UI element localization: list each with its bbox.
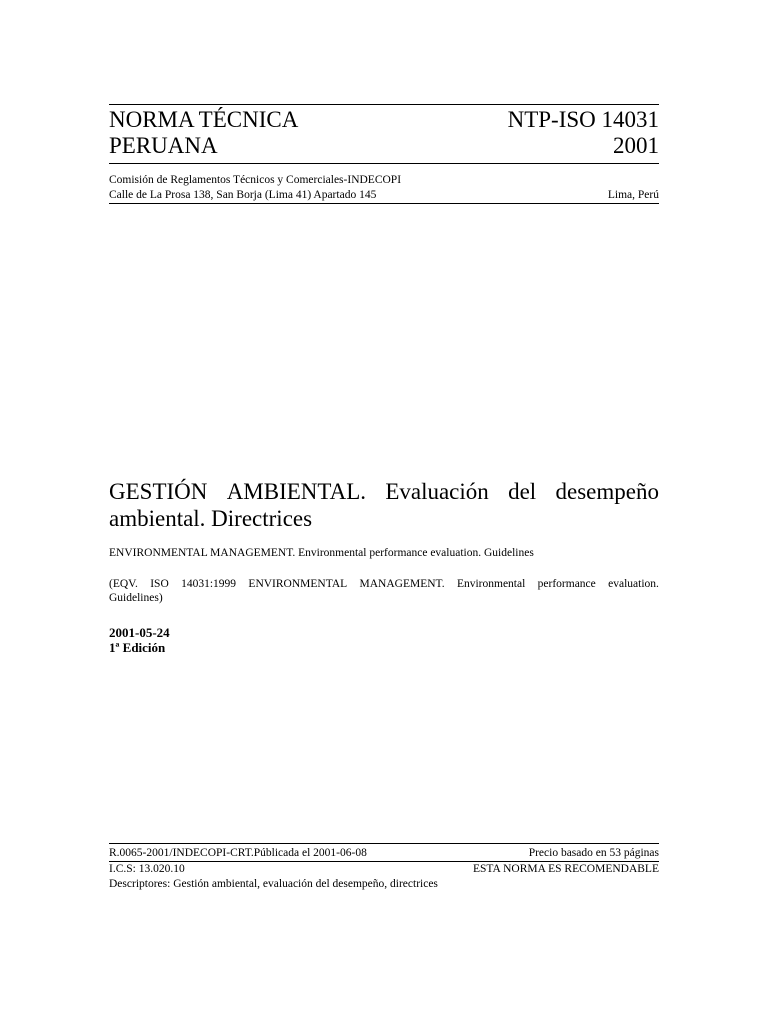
- footer-top-rule: [109, 843, 659, 844]
- equivalence-line-1: [109, 577, 659, 591]
- eqv-word: Environmental: [456, 578, 526, 590]
- eqv-word: evaluation.: [608, 578, 659, 590]
- organization-address: Calle de La Prosa 138, San Borja (Lima 41) Apartado 145: [109, 189, 377, 201]
- resolution-text: R.0065-2001/INDECOPI-CRT.Públicada el 2001-06-08: [109, 847, 367, 859]
- title-word: del: [508, 479, 537, 504]
- organization-city: Lima, Perú: [607, 189, 659, 201]
- organization-name: Comisión de Reglamentos Técnicos y Comerciales-INDECOPI: [109, 174, 402, 186]
- header-row-2: [109, 132, 659, 159]
- publication-date: 2001-05-24: [109, 625, 170, 640]
- organization-row: [109, 173, 659, 187]
- eqv-word: (EQV.: [109, 578, 138, 590]
- eqv-word: ENVIRONMENTAL: [248, 578, 348, 590]
- address-row: [109, 188, 659, 202]
- descriptors-text: Descriptores: Gestión ambiental, evaluación del desempeño, directrices: [109, 878, 438, 890]
- eqv-word: ISO: [150, 578, 169, 590]
- ics-code: I.C.S: 13.020.10: [109, 863, 185, 875]
- title-line-1: [109, 478, 659, 505]
- equivalence-note: [109, 577, 659, 605]
- header-rule: [109, 163, 659, 164]
- eqv-word: 14031:1999: [181, 578, 237, 590]
- edition-number: 1ª Edición: [109, 640, 166, 655]
- footer-row-1: [109, 846, 659, 860]
- footer-row-2: [109, 862, 659, 876]
- price-text: Precio basado en 53 páginas: [528, 847, 659, 859]
- standard-year: 2001: [613, 133, 659, 158]
- document-title: [109, 478, 659, 532]
- standard-code: NTP-ISO 14031: [507, 107, 659, 132]
- eqv-word: performance: [537, 578, 596, 590]
- title-word: Evaluación: [385, 479, 489, 504]
- eqv-word: MANAGEMENT.: [359, 578, 445, 590]
- organization-rule: [109, 203, 659, 204]
- equivalence-line-2: Guidelines): [109, 592, 163, 604]
- recommendation-text: ESTA NORMA ES RECOMENDABLE: [473, 863, 659, 875]
- english-title: ENVIRONMENTAL MANAGEMENT. Environmental performance evaluation. Guidelines: [109, 547, 534, 559]
- footer-row-3: [109, 877, 659, 891]
- title-word: desempeño: [555, 479, 659, 504]
- title-word: AMBIENTAL.: [226, 479, 367, 504]
- title-line-2: ambiental. Directrices: [109, 506, 313, 531]
- header-row-1: [109, 106, 659, 133]
- top-rule: [109, 104, 659, 105]
- standard-type: NORMA TÉCNICA: [109, 107, 299, 132]
- standard-country: PERUANA: [109, 133, 218, 158]
- title-word: GESTIÓN: [109, 479, 208, 504]
